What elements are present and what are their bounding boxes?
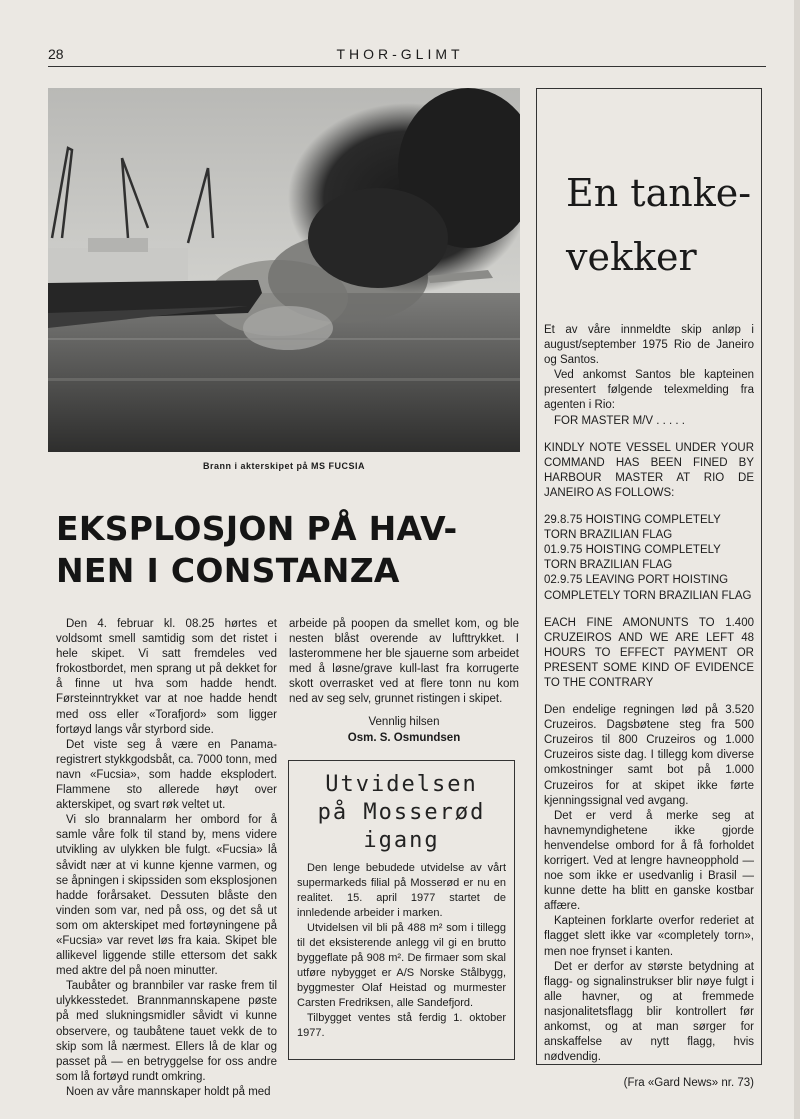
telex-recipient: FOR MASTER M/V . . . . . xyxy=(554,414,685,427)
photo-caption: Brann i akterskipet på MS FUCSIA xyxy=(202,461,366,471)
article-column-2 xyxy=(289,617,519,746)
paragraph: Den endelige regningen lød på 3.520 Cruzeiros. Dagsbøtene steg fra 500 Cruzeiros til 800 Cruzeiros og 1.000 Cruzeiros siste dag. I tillegg kom diverse omkostninger samt bot på 1.000 Cruzeiros for at skipet ikke førte kjenningssignal ved avgang. xyxy=(544,704,754,807)
sidebar-title xyxy=(544,161,754,289)
title-line: En tanke- xyxy=(566,171,752,215)
paragraph: Noen av våre mannskaper holdt på med xyxy=(66,1085,271,1098)
paragraph: Det viste seg å være en Panama-registrert stykkgodsbåt, ca. 7000 tonn, med navn «Fucsia», som hadde eksplodert. Flammene sto allerede høyt over akterskipet, og svart røk veltet ut. xyxy=(56,738,277,812)
paragraph: Utvidelsen vil bli på 488 m² som i tillegg til det eksisterende anlegg vil gi en brutto byggeflate på 908 m². De firmaer som skal utføre nybygget er A/S Norske Stålbygg, byggmester Olaf Heistad og murmester Carsten Fredriksen, alle Sandefjord. xyxy=(297,922,506,1009)
fine-item xyxy=(544,513,754,543)
fine-date: 01.9.75 xyxy=(544,544,583,557)
expansion-title xyxy=(297,771,506,855)
fine-text: LEAVING PORT HOISTING COMPLETELY TORN BRAZILIAN FLAG xyxy=(544,574,752,602)
paragraph: Kapteinen forklarte overfor rederiet at flagget slett ikke var «completely torn», men noe frynset i kanten. xyxy=(544,915,754,958)
sidebar-box xyxy=(536,88,762,1090)
fine-date: 02.9.75 xyxy=(544,574,583,587)
source-credit: (Fra «Gard News» nr. 73) xyxy=(623,1077,754,1090)
fine-list xyxy=(544,513,754,604)
paragraph: Taubåter og brannbiler var raske frem til ulykkesstedet. Brannmannskapene pøste på med slukningsmidler såvidt vi kunne observere, og taubåtene tauet vekk de to skip som lå nærmest. Ellers lå de klar og passet på — en betryggelse for oss andre som lå fortøyd rundt omkring. xyxy=(56,980,277,1083)
running-header: THOR-GLIMT xyxy=(336,46,464,62)
paragraph: Ved ankomst Santos ble kapteinen presentert følgende telexmelding fra agenten i Rio: xyxy=(544,369,754,412)
headline-line: NEN I CONSTANZA xyxy=(56,551,400,590)
fine-date: 29.8.75 xyxy=(544,514,583,527)
paragraph: Den 4. februar kl. 08.25 hørtes et voldsomt smell samtidig som det ristet i hele skipet. Vi satt fremdeles ved frokostbordet, men sprang ut på dekket for å finne ut hva som hadde hendt. Førsteinntrykket var at noe hadde hendt med oss eller «Torafjord» som ligger fortøyd langs vår styrbord side. xyxy=(56,618,277,736)
greeting: Vennlig hilsen xyxy=(368,715,440,728)
header-rule xyxy=(48,66,766,67)
expansion-box xyxy=(288,760,515,1060)
article-column-1 xyxy=(56,617,277,1100)
page-number: 28 xyxy=(48,46,64,62)
title-line: Utvidelsen xyxy=(325,772,478,797)
headline-line: EKSPLOSJON PÅ HAV- xyxy=(56,509,458,548)
paragraph: Tilbygget ventes stå ferdig 1. oktober 1977. xyxy=(297,1012,506,1039)
paragraph: Det er derfor av største betydning at flagg- og signalinstrukser blir nøye fulgt i alle havner, og at fremmede nasjonalitetsflagg blir kontrollert før ankomst, og at man sørger for anskaffelse av nytt flagg, hvis nødvendig. xyxy=(544,960,754,1064)
title-line: på Mosserød xyxy=(317,800,486,825)
fine-text: HOISTING COMPLETELY TORN BRAZILIAN FLAG xyxy=(544,544,721,572)
paragraph: Vi slo brannalarm her ombord for å samle våre folk til stand by, mens videre utvikling av ulykken ble fulgt. «Fucsia» lå såvidt nær at vi kunne kjenne varmen, og se åpningen i skipssiden som eksplosjonen hadde forårsaket. Dessuten blåste den vinden som var, ned på oss, og det så ut som om akterskipet med fortøyningene på «Fucsia» var revet løs fra kaia. Skipet ble allikevel liggende stille ettersom det sakk med aktre del på noen minutter. xyxy=(56,814,277,978)
fine-text: HOISTING COMPLETELY TORN BRAZILIAN FLAG xyxy=(544,514,721,542)
paragraph: Den lenge bebudede utvidelse av vårt supermarkeds filial på Mosserød er nu en realitet. 15. april 1977 startet de innledende arbeider i marken. xyxy=(297,862,506,919)
title-line: igang xyxy=(363,828,440,853)
paragraph: Det er verd å merke seg at havnemyndighetene ikke gjorde henvendelse ombord for å få forholdet korrigert. Ved at lengre havneopphold — noe som ikke er usedvanlig i Brasil — kunne dette ha blitt en ganske kostbar affære. xyxy=(544,809,754,913)
fine-item xyxy=(544,573,754,603)
author-name: Osm. S. Osmundsen xyxy=(347,731,461,744)
title-line: vekker xyxy=(566,235,697,279)
fine-item xyxy=(544,543,754,573)
paragraph: arbeide på poopen da smellet kom, og ble nesten blåst overende av lufttrykket. I lasterommene her ble sjauerne som arbeidet med å løsne/grave kull-last fra korrugerte skott overrasket ved at flere tonn nu kom ned av seg selv, grunnet ristingen i skipet. xyxy=(289,618,519,706)
article-headline xyxy=(56,508,526,592)
paragraph: Et av våre innmeldte skip anløp i august/september 1975 Rio de Janeiro og Santos. xyxy=(544,324,754,367)
page-edge xyxy=(794,0,800,1119)
ship-fire-photo xyxy=(48,88,520,452)
telex-notice: KINDLY NOTE VESSEL UNDER YOUR COMMAND HAS BEEN FINED BY HARBOUR MASTER AT RIO DE JANEIRO AS FOLLOWS: xyxy=(544,441,754,499)
telex-fine-terms: EACH FINE AMONUNTS TO 1.400 CRUZEIROS AND WE ARE LEFT 48 HOURS TO EFFECT PAYMENT OR PRESENT SOME KIND OF EVIDENCE TO THE CONTRARY xyxy=(544,616,754,689)
